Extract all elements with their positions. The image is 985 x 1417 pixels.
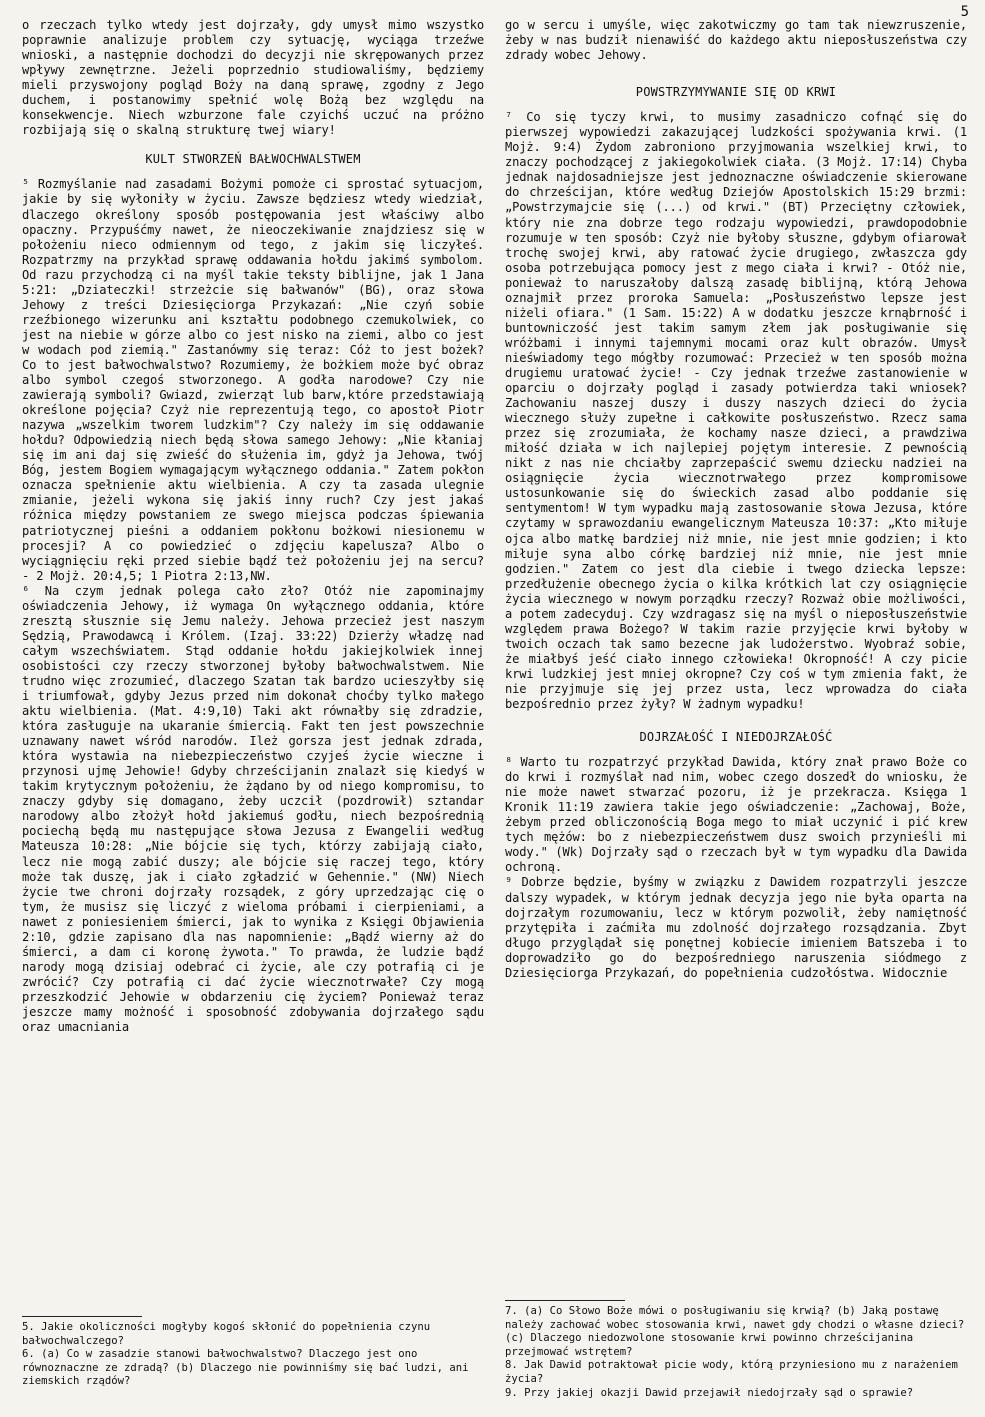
section-heading-blood: POWSTRZYMYWANIE SIĘ OD KRWI (635, 85, 837, 100)
footnote-rule (22, 1316, 142, 1317)
section-heading-maturity: DOJRZAŁOŚĆ I NIEDOJRZAŁOŚĆ (639, 730, 833, 745)
left-body (22, 18, 484, 1035)
right-body (505, 18, 967, 981)
paragraph-5: ⁵ Rozmyślanie nad zasadami Bożymi pomoże ci sprostać sytuacjom, jakie by się wyłoniły w życiu. Zawsze będziesz wtedy wiedział, dlaczego określony sposób postępowania jest właściwy albo opaczny. Przypuśćmy nawet, że nieoczekiwanie znajdziesz się w położeniu nieco odmiennym od tego, z jakim się liczyłeś. Rozpatrzmy na przykład sprawę oddawania hołdu jakimś symbolom. Od razu przychodzą ci na myśl takie teksty biblijne, jak 1 Jana 5:21: „Dziateczki! strzeżcie się bałwanów" (BG), oraz słowa Jehowy z treści Dziesięciorga Przykazań: „Nie czyń sobie rzeźbionego wizerunku ani kształtu podobnego czemukolwiek, co jest na niebie w górze albo co jest nisko na ziemi, albo co jest w wodach pod ziemią." Zastanówmy się teraz: Cóż to jest bożek? Co to jest bałwochwalstwo? Rozumiemy, że bożkiem może być obraz albo symbol czegoś stworzonego. A godła narodowe? Czy nie zawierają symboli? Gwiazd, zwierząt lub barw,które przedstawiają określone pojęcia? Czyż nie reprezentują tego, co apostoł Piotr nazywa „wszelkim tworem ludzkim"? Czy należy im się oddawanie hołdu? Odpowiedzią niech będą słowa samego Jehowy: „Nie kłaniaj się im ani daj się zwieść do służenia im, gdyż ja Jehowa, twój Bóg, jestem Bogiem wymagającym wyłącznego oddania." Zatem pokłon oznacza spełnienie aktu wielbienia. A czy ta zasada ulegnie zmianie, jeżeli wykona się jakiś inny ruch? Czy jest jakaś różnica między powstaniem ze swego miejsca podczas śpiewania patriotycznej pieśni a oddaniem pokłonu bożkowi niesionemu w procesji? A co powiedzieć o zdjęciu kapelusza? Albo o wyciągnięciu ręki przed siebie bądź też położeniu jej na sercu? - 2 Mojż. 20:4,5; 1 Piotra 2:13,NW. (22, 177, 484, 583)
paragraph-9: ⁹ Dobrze będzie, byśmy w związku z Dawidem rozpatrzyli jeszcze dalszy wypadek, w którym jednak decyzja jego nie była oparta na dojrzałym rozumowaniu, lecz w którym pozwolił, żeby namiętność przytępiła i zaćmiła mu zdolność dojrzałego rozsądzania. Zbyt długo przyglądał się ponętnej kobiecie imieniem Batszeba i to doprowadziło go do bezpośredniego naruszenia siódmego z Dziesięciorga Przykazań, do popełnienia cudzołóstwa. Widocznie (505, 875, 967, 980)
page-number: 5 (960, 4, 969, 20)
footnote-rule (505, 1300, 625, 1301)
paragraph-8: ⁸ Warto tu rozpatrzyć przykład Dawida, który znał prawo Boże co do krwi i rozmyślał nad nim, wobec czego doszedł do wniosku, że nie może nawet stwarzać pozoru, iż je przekracza. Księga 1 Kronik 11:19 zawiera takie jego oświadczenie: „Zachowaj, Boże, żebym przed obliczonością Boga mego to miał uczynić i pić krew tych mężów: bo z niebezpieczeństwem dusz swoich przynieśli mi wody." (Wk) Dojrzały sąd o rzeczach był w tym wypadku dla Dawida ochroną. (505, 755, 967, 875)
right-footnotes (505, 1300, 967, 1400)
left-intro-paragraph: o rzeczach tylko wtedy jest dojrzały, gdy umysł mimo wszystko poprawnie analizuje problem czy sytuację, wyciąga trzeźwe wnioski, a następnie dochodzi do decyzji nie skrępowanych przez wpływy zewnętrzne. Jeżeli poprzednio studiowaliśmy, będziemy mieli przyswojony pogląd Boży na daną sprawę, zgodny z Jego duchem, i postanowimy spełnić wolę Bożą bez względu na konsekwencje. Niech wzburzone fale czyichś uczuć na próżno rozbijają się o skalną strukturę twej wiary! (22, 18, 484, 138)
right-intro-paragraph: go w sercu i umyśle, więc zakotwiczmy go tam tak niewzruszenie, żeby w nas budził nienawiść do każdego aktu nieposłuszeństwa czy zdrady wobec Jehowy. (505, 18, 967, 63)
section-heading-idolatry: KULT STWORZEŃ BAŁWOCHWALSTWEM (145, 152, 361, 167)
left-footnotes (22, 1316, 484, 1389)
paragraph-6: ⁶ Na czym jednak polega cało zło? Otóż nie zapominajmy oświadczenia Jehowy, iż wymaga On wyłącznego oddania, które zresztą słusznie się Jemu należy. Jehowa przecież jest naszym Sędzią, Prawodawcą i Królem. (Izaj. 33:22) Dzierży władzę nad całym wszechświatem. Stąd oddanie hołdu jakiejkolwiek innej osobistości czy rzeczy stworzonej byłoby bałwochwalstwem. Nie trudno więc zrozumieć, dlaczego Szatan tak bardzo ucieszyłby się i triumfował, gdyby Jezus przed nim dokonał choćby tylko małego aktu wielbienia. (Mat. 4:9,10) Taki akt równałby się zdradzie, która zasługuje na ukaranie śmiercią. Fakt ten jest powszechnie uznawany nawet wśród narodów. Ileż gorsza jest jednak zdrada, która wystawia na niebezpieczeństwo czyjeś życie wieczne i przynosi ujmę Jehowie! Gdyby chrześcijanin znalazł się kiedyś w takim krytycznym położeniu, że żądano by od niego kompromisu, to znaczy gdyby się domagano, żeby uczcił (pozdrowił) sztandar narodowy albo złożył hołd jakiemuś godłu, niech bezpośrednią pociechą będą mu następujące słowa Jezusa z Ewangelii według Mateusza 10:28: „Nie bójcie się tych, którzy zabijają ciało, lecz nie mogą zabić duszy; ale bójcie się raczej tego, który może tak duszę, jak i ciało zgładzić w Gehennie." (NW) Niech życie twe chroni dojrzały rozsądek, z góry uprzedzając cię o tym, że musisz się liczyć z wieloma próbami i cierpieniami, a nawet z poniesieniem śmierci, jak to wynika z Księgi Objawienia 2:10, gdzie zapisano dla nas napomnienie: „Bądź wierny aż do śmierci, a dam ci koronę żywota." To prawda, że ludzie bądź narody mogą dzisiaj odebrać ci życie, ale czy potrafią ci je zwrócić? Czy potrafią ci dać życie wiecznotrwałe? Czy mogą przeszkodzić Jehowie w obdarzeniu cię życiem? Ponieważ teraz jeszcze mamy możność i sposobność zdobywania dojrzałego sądu oraz umacniania (22, 583, 484, 1035)
left-column (22, 18, 484, 1413)
footnote-7: 7. (a) Co Słowo Boże mówi o posługiwaniu się krwią? (b) Jaką postawę należy zachować wobec stosowania krwi, nawet gdy chodzi o własne dzieci? (c) Dlaczego niedozwolone stosowanie krwi powinno chrześcijanina przejmować wstrętem? (505, 1305, 965, 1358)
right-column (505, 18, 967, 1413)
footnote-9: 9. Przy jakiej okazji Dawid przejawił niedojrzały sąd o sprawie? (505, 1386, 914, 1399)
footnote-6: 6. (a) Co w zasadzie stanowi bałwochwalstwo? Dlaczego jest ono równoznaczne ze zdradą? (b) Dlaczego nie powinniśmy się bać ludzi, ani ziemskich rządów? (22, 1348, 469, 1388)
footnote-5: 5. Jakie okoliczności mogłyby kogoś skłonić do popełnienia czynu bałwochwalczego? (22, 1321, 431, 1347)
footnote-8: 8. Jak Dawid potraktował picie wody, którą przyniesiono mu z narażeniem życia? (505, 1359, 958, 1385)
two-column-layout (22, 18, 967, 1413)
paragraph-7: ⁷ Co się tyczy krwi, to musimy zasadniczo cofnąć się do pierwszej wypowiedzi zakazującej ludzkości spożywania krwi. (1 Mojż. 9:4) Żydom zabroniono przyjmowania wszelkiej krwi, to znaczy pochodzącej z jakiegokolwiek ciała. (3 Mojż. 17:14) Chyba jednak najdosadniejsze jest jednoznaczne oświadczenie skierowane do chrześcijan, które według Dziejów Apostolskich 15:29 brzmi: „Powstrzymajcie się (...) od krwi." (BT) Przeciętny człowiek, który nie zna dobrze tego rodzaju wypowiedzi, prawdopodobnie rozumuje w ten sposób: Czyż nie byłoby słuszne, gdybym ofiarował trochę swojej krwi, aby ratować życie drugiego, zwłaszcza gdy osoba potrzebująca pomocy jest z mego ciała i krwi? - Otóż nie, ponieważ to naruszałoby dalszą zasadę biblijną, którą Jehowa oznajmił przez proroka Samuela: „Posłuszeństwo lepsze jest niżeli ofiara." (1 Sam. 15:22) A w dodatku jeszcze krnąbrność i buntowniczość jest takim samym złem jak posługiwanie się wróżbami i innymi tajemnymi mocami oraz kult obrazów. Umysł nieświadomy tego mógłby rozumować: Przecież w ten sposób można drugiemu uratować życie! - Czy jednak trzeźwe zastanowienie w oparciu o dojrzały pogląd i zasady potwierdza taki wniosek? Zachowaniu naszej duszy i duszy naszych dzieci do życia wiecznego służy zupełne i całkowite posłuszeństwo. Rzecz sama przez się zrozumiała, że kochamy nasze dzieci, a prawdziwa miłość działa w ich najlepiej pojętym interesie. Z pewnością nikt z nas nie chciałby zaprzepaścić swemu dziecku nadziei na osiągnięcie życia wiecznotrwałego przez kompromisowe ustosunkowanie się do świeckich zasad albo poddanie się sentymentom! W tym wypadku mają zastosowanie słowa Jezusa, które czytamy w sprawozdaniu ewangelicznym Mateusza 10:37: „Kto miłuje ojca albo matkę bardziej niż mnie, nie jest mnie godzien; i kto miłuje syna albo córkę bardziej niż mnie, nie jest mnie godzien." Zatem co jest dla ciebie i twego dziecka lepsze: przedłużenie obecnego życia o kilka krótkich lat czy osiągnięcie życia wiecznego w nowym porządku rzeczy? Rozważ obie możliwości, a potem zadecyduj. Czy wzdragasz się na myśl o nieposłuszeństwie względem prawa Bożego? W takim razie przyjęcie krwi byłoby w twoich oczach tak samo bezecne jak ludożerstwo. Wyobraź sobie, że miałbyś jeść ciało innego człowieka! Okropność! A czy picie krwi ludzkiej jest mniej okropne? Czy coś w tym zmienia fakt, że nie przyjmuje się jej przez usta, lecz wprowadza do ciała bezpośrednio przez żyły? W żadnym wypadku! (505, 110, 967, 712)
